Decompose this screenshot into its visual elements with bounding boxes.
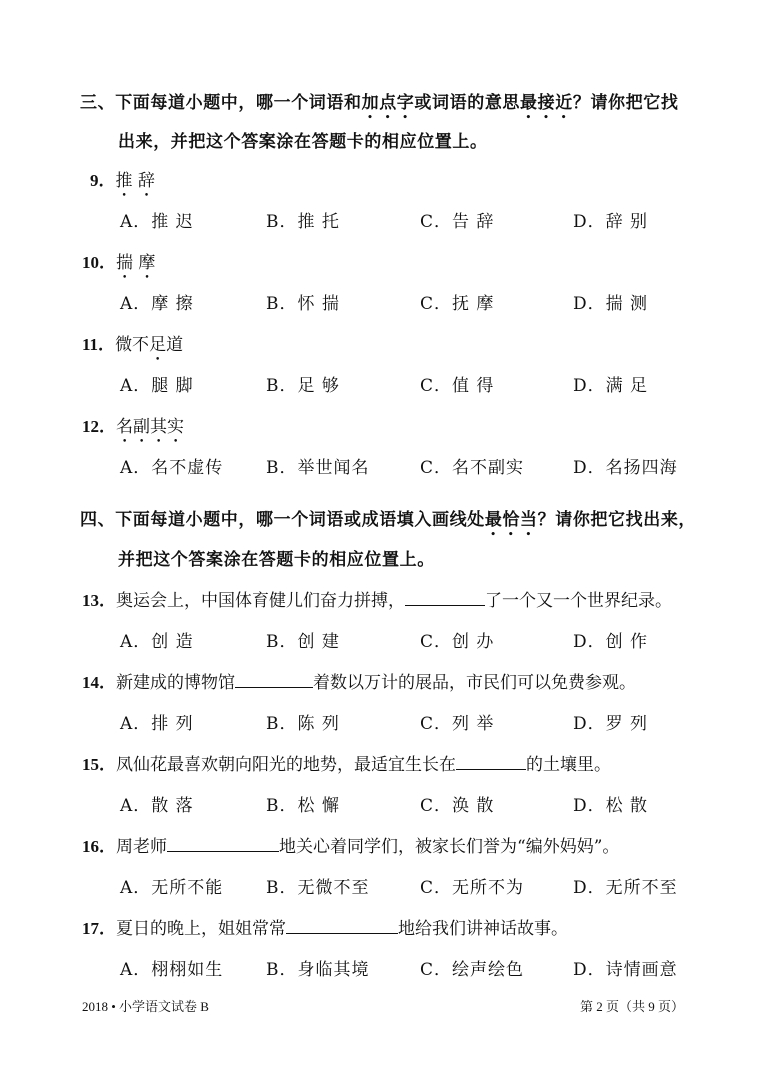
option-d: D．诗情画意 <box>573 960 678 980</box>
fill-blank <box>405 589 485 606</box>
option-d: D．创 作 <box>573 632 649 652</box>
option-a: A．摩 擦 <box>120 294 194 314</box>
question-text-pre: 奥运会上，中国体育健儿们奋力拼搏， <box>116 591 405 611</box>
option-c: C．创 办 <box>420 632 495 652</box>
option-d: D．揣 测 <box>573 294 649 314</box>
question-text-pre: 新建成的博物馆 <box>116 673 235 693</box>
option-d: D．满 足 <box>573 376 649 396</box>
question-text-pre: 周老师 <box>116 837 167 857</box>
option-d: D．松 散 <box>573 796 649 816</box>
option-a: A．无所不能 <box>120 878 224 898</box>
question-10 <box>82 248 155 283</box>
option-a: A．创 造 <box>120 632 194 652</box>
question-number: 13． <box>82 591 116 610</box>
section-3-text-mid: 或词语的意思 <box>414 93 521 113</box>
option-d: D．无所不至 <box>573 878 678 898</box>
section-3-dotted-1: 加点字 <box>361 93 415 113</box>
question-word-pre: 微不 <box>115 335 150 355</box>
option-c: C．无所不为 <box>420 878 525 898</box>
question-text-pre: 夏日的晚上，姐姐常常 <box>116 919 286 939</box>
question-9 <box>90 166 155 201</box>
section-4-heading-line2: 并把这个答案涂在答题卡的相应位置上。 <box>118 550 435 570</box>
option-a: A．栩栩如生 <box>120 960 224 980</box>
question-text-post: 地给我们讲神话故事。 <box>398 919 568 939</box>
section-4-text: 四、下面每道小题中，哪一个词语或成语填入画线处 <box>80 510 485 530</box>
question-text-post: 了一个又一个世界纪录。 <box>485 591 672 611</box>
question-14 <box>82 668 636 693</box>
section-3-text-post: ？请你把它找 <box>572 93 679 113</box>
question-16 <box>82 832 619 857</box>
question-number: 15． <box>82 755 116 774</box>
option-a: A．腿 脚 <box>120 376 194 396</box>
question-13 <box>82 586 672 611</box>
option-c: C．抚 摩 <box>420 294 495 314</box>
section-4-heading <box>80 505 696 540</box>
question-word-post: 道 <box>166 335 184 355</box>
option-a: A．推 迟 <box>120 212 194 232</box>
question-number: 16． <box>82 837 116 856</box>
option-c: C．列 举 <box>420 714 495 734</box>
fill-blank <box>456 753 526 770</box>
question-text-post: 的土壤里。 <box>526 755 611 775</box>
question-word: 揣 摩 <box>116 253 156 273</box>
section-4-dotted: 最恰当 <box>484 510 538 530</box>
option-a: A．名不虚传 <box>120 458 224 478</box>
option-b: B．举世闻名 <box>266 458 370 478</box>
section-3-heading-line2: 出来，并把这个答案涂在答题卡的相应位置上。 <box>118 132 488 152</box>
option-c: C．值 得 <box>420 376 495 396</box>
option-a: A．散 落 <box>120 796 194 816</box>
fill-blank <box>167 835 279 852</box>
option-c: C．告 辞 <box>420 212 495 232</box>
option-c: C．绘声绘色 <box>420 960 525 980</box>
question-12 <box>82 412 184 447</box>
option-d: D．罗 列 <box>573 714 649 734</box>
option-a: A．排 列 <box>120 714 194 734</box>
section-3-heading <box>80 88 678 123</box>
option-b: B．推 托 <box>266 212 340 232</box>
fill-blank <box>286 917 398 934</box>
footer-exam-title: 2018 • 小学语文试卷 B <box>82 999 209 1014</box>
option-b: B．足 够 <box>266 376 340 396</box>
option-d: D．辞 别 <box>573 212 649 232</box>
option-c: C．名不副实 <box>420 458 525 478</box>
question-11 <box>82 330 183 365</box>
question-text-post: 着数以万计的展品，市民们可以免费参观。 <box>313 673 636 693</box>
question-number: 17． <box>82 919 116 938</box>
footer-page-number: 第 2 页（共 9 页） <box>580 999 685 1014</box>
question-text-pre: 凤仙花最喜欢朝向阳光的地势，最适宜生长在 <box>116 755 456 775</box>
question-word: 推 辞 <box>115 171 155 191</box>
question-text-post: 地关心着同学们，被家长们誉为“编外妈妈”。 <box>279 837 620 857</box>
option-b: B．怀 揣 <box>266 294 340 314</box>
option-b: B．身临其境 <box>266 960 370 980</box>
section-4-text-post: ？请你把它找出来， <box>537 510 697 530</box>
option-b: B．松 懈 <box>266 796 340 816</box>
question-number: 12． <box>82 417 116 436</box>
question-15 <box>82 750 611 775</box>
question-word: 名副其实 <box>116 417 184 437</box>
question-number: 14． <box>82 673 116 692</box>
question-number: 10． <box>82 253 116 272</box>
fill-blank <box>235 671 313 688</box>
option-b: B．无微不至 <box>266 878 370 898</box>
option-d: D．名扬四海 <box>573 458 678 478</box>
section-3-text: 三、下面每道小题中，哪一个词语和 <box>80 93 362 113</box>
question-number: 9． <box>90 171 116 190</box>
option-b: B．陈 列 <box>266 714 340 734</box>
option-b: B．创 建 <box>266 632 340 652</box>
question-number: 11． <box>82 335 116 354</box>
option-c: C．涣 散 <box>420 796 495 816</box>
question-17 <box>82 914 568 939</box>
question-word-dotted: 足 <box>149 335 167 355</box>
section-3-dotted-2: 最接近 <box>520 93 573 113</box>
